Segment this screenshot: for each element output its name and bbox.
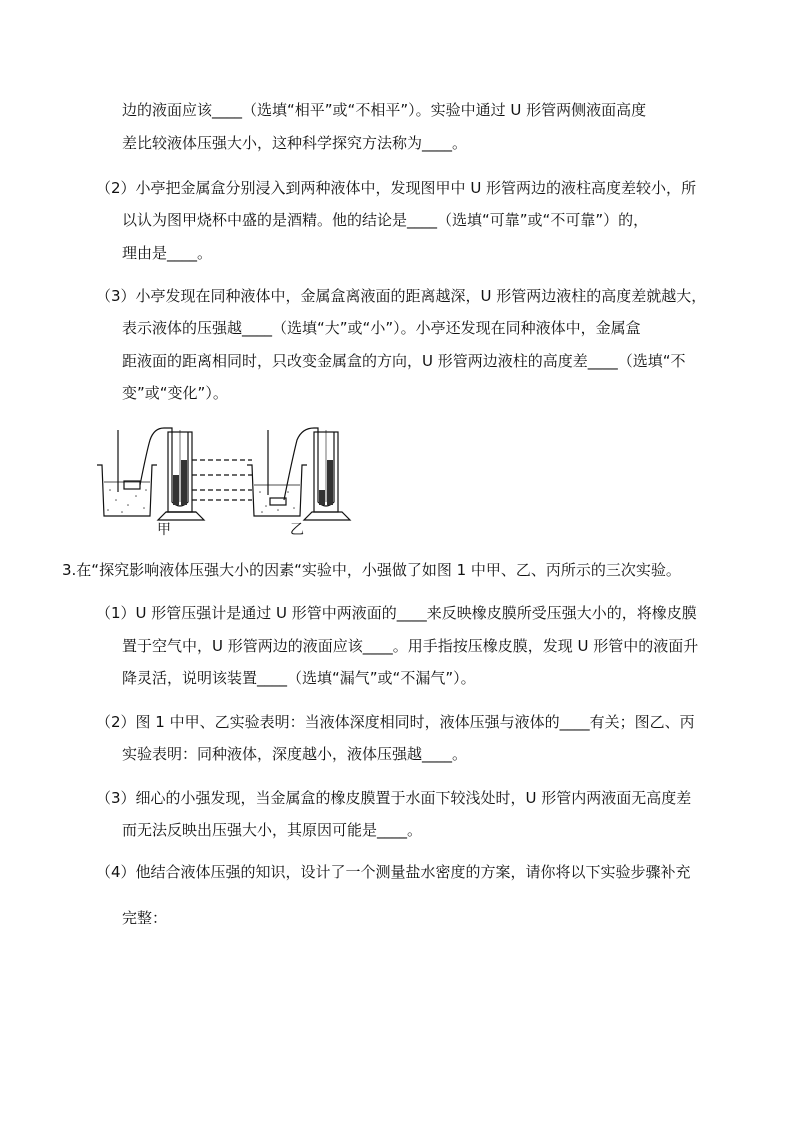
text-line: （3）小亭发现在同种液体中，金属盒离液面的距离越深，U 形管两边液柱的高度差就越大， [96, 287, 707, 305]
text-line: 以认为图甲烧杯中盛的是酒精。他的结论是____（选填“可靠”或“不可靠”）的， [122, 211, 649, 229]
text-line: 差比较液体压强大小，这种科学探究方法称为____。 [122, 134, 468, 152]
experiment-figure [92, 420, 362, 546]
text-line: 3.在“探究影响液体压强大小的因素“实验中，小强做了如图 1 中甲、乙、丙所示的三次实验。 [62, 561, 681, 579]
text-line: 实验表明：同种液体，深度越小，液体压强越____。 [122, 745, 468, 763]
text-line: 理由是____。 [122, 244, 213, 262]
text-line: 边的液面应该____（选填“相平”或“不相平”）。实验中通过 U 形管两侧液面高度 [122, 101, 647, 119]
figure-label-yi: 乙 [290, 522, 304, 538]
text-line: 降灵活，说明该装置____（选填“漏气”或“不漏气”）。 [122, 669, 476, 687]
text-line: 而无法反映出压强大小，其原因可能是____。 [122, 821, 423, 839]
text-line: 置于空气中，U 形管两边的液面应该____。用手指按压橡皮膜，发现 U 形管中的液面升 [122, 637, 699, 655]
u-tube-apparatus-diagram [92, 420, 362, 542]
figure-label-jia: 甲 [157, 522, 171, 538]
text-line: 变”或“变化”）。 [122, 384, 228, 402]
text-line: 完整： [122, 909, 168, 927]
text-line: （1）U 形管压强计是通过 U 形管中两液面的____来反映橡皮膜所受压强大小的，将橡皮膜 [96, 604, 697, 622]
text-line: （3）细心的小强发现，当金属盒的橡皮膜置于水面下较浅处时，U 形管内两液面无高度差 [96, 789, 692, 807]
text-line: 距液面的距离相同时，只改变金属盒的方向，U 形管两边液柱的高度差____（选填“不 [122, 352, 686, 370]
text-line: （2）小亭把金属盒分别浸入到两种液体中，发现图甲中 U 形管两边的液柱高度差较小，所 [96, 179, 697, 197]
text-line: （2）图 1 中甲、乙实验表明：当液体深度相同时，液体压强与液体的____有关；图乙、丙 [96, 713, 695, 731]
text-line: 表示液体的压强越____（选填“大”或“小”）。小亭还发现在同种液体中，金属盒 [122, 319, 641, 337]
text-line: （4）他结合液体压强的知识，设计了一个测量盐水密度的方案，请你将以下实验步骤补充 [96, 863, 691, 881]
